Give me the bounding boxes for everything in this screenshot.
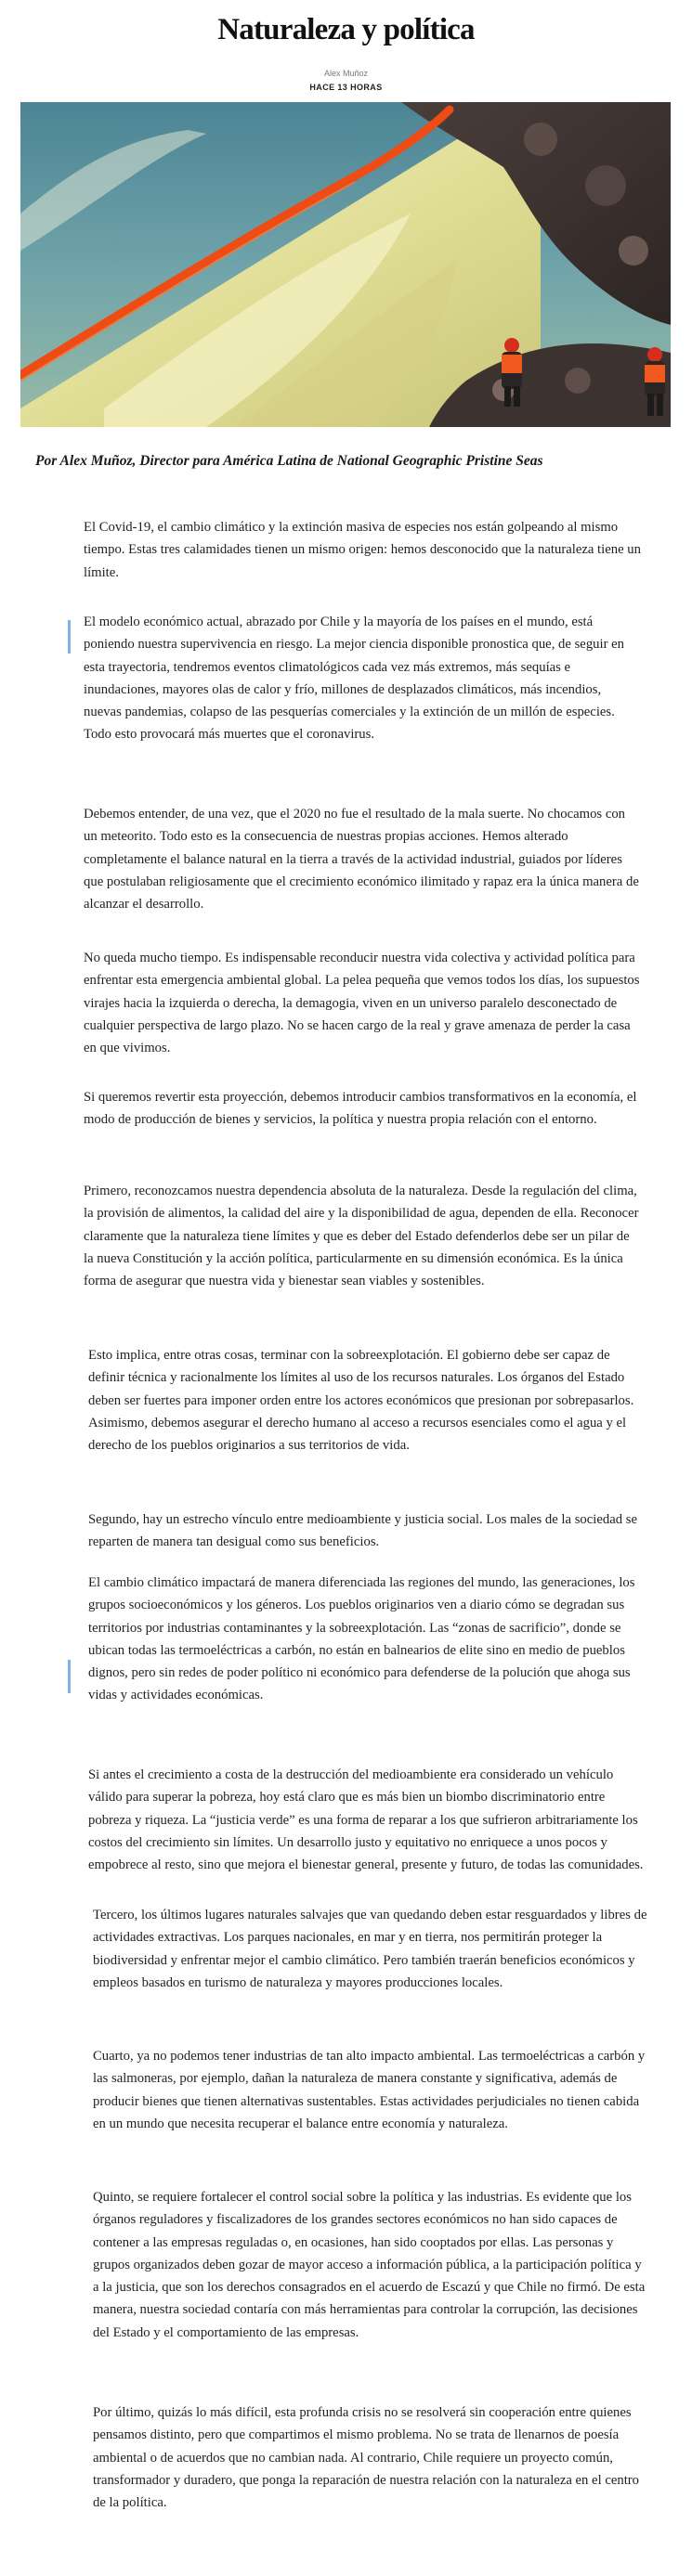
paragraph: Si queremos revertir esta proyección, debemos introducir cambios transformativos en la economía, el modo de producción de bienes y servicios, la política y nuestra propia relación con el entorno.	[84, 1090, 637, 1128]
paragraph: Por último, quizás lo más difícil, esta profunda crisis no se resolverá sin cooperación entre quienes pensamos distinto, pero que compartimos el mismo problema. No se trata de llenarnos de poesía ambiental o de acuerdos que no cambian nada. Al contrario, Chile requiere un proyecto común, transformador y duradero, que ponga la reparación de nuestra relación con la naturaleza en el centro de la política.	[93, 2405, 640, 2511]
hero-image	[20, 102, 671, 427]
paragraph: Si antes el crecimiento a costa de la destrucción del medioambiente era considerado un vehículo válido para superar la pobreza, hoy está claro que es más bien un biombo discriminatorio entre pobreza y riqueza. La “justicia verde” es una forma de reparar a los que sufrieron arbitrariamente los costos del crecimiento sin límites. Un desarrollo justo y equitativo no enriquece a unos pocos y empobrece al resto, sino que mejora el bienestar general, presente y futuro, de todas las comunidades.	[88, 1767, 644, 1873]
highlight-bar	[68, 1660, 71, 1693]
paragraph: Debemos entender, de una vez, que el 2020 no fue el resultado de la mala suerte. No chocamos con un meteorito. Todo esto es la consecuencia de nuestras propias acciones. Hemos alterado completamente el balance natural en la tierra a través de la actividad industrial, guiados por líderes que postulaban religiosamente que el crecimiento económico ilimitado y rapaz era la única manera de alcanzar el desarrollo.	[84, 807, 639, 913]
paragraph: El cambio climático impactará de manera diferenciada las regiones del mundo, las generaciones, los grupos socioeconómicos y los géneros. Los pueblos originarios ven a diario cómo se degradan sus territorios por industrias contaminantes y la sobreexplotación. Las “zonas de sacrificio”, donde se ubican todas las termoeléctricas a carbón, no están en balnearios de elite sino en medio de pueblos dignos, pero sin redes de poder político ni económico para defenderse de la polución que ahoga sus vidas y actividades económicas.	[88, 1575, 635, 1703]
paragraph: Primero, reconozcamos nuestra dependencia absoluta de la naturaleza. Desde la regulación del clima, la provisión de alimentos, la calidad del aire y la disponibilidad de agua, dependen de ella. Reconocer claramente que la naturaleza tiene límites y que es deber del Estado defenderlos debe ser un pilar de la nueva Constitución y la acción política, particularmente en su dimensión económica. Es la única forma de asegurar que nuestra vida y bienestar sean viables y sostenibles.	[84, 1184, 639, 1289]
paragraph: El Covid-19, el cambio climático y la extinción masiva de especies nos están golpeando al mismo tiempo. Estas tres calamidades tienen un mismo origen: hemos desconocido que la naturaleza tiene un límite.	[84, 520, 641, 580]
paragraph: El modelo económico actual, abrazado por Chile y la mayoría de los países en el mundo, está poniendo nuestra supervivencia en riesgo. La mejor ciencia disponible pronostica que, de seguir en esta trayectoria, tendremos eventos climatológicos cada vez más extremos, más sequías e inundaciones, mayores olas de calor y frío, millones de desplazados climáticos, más incendios, nuevas pandemias, colapso de las pesquerías comerciales y la extinción de un millón de especies. Todo esto provocará más muertes que el coronavirus.	[84, 615, 625, 743]
paragraph: Tercero, los últimos lugares naturales salvajes que van quedando deben estar resguardados y libres de actividades extractivas. Los parques nacionales, en mar y en tierra, nos permitirán proteger la biodiversidad y enfrentar mejor el cambio climático. Pero también traerán beneficios económicos y empleos basados en turismo de naturaleza y mayores producciones locales.	[93, 1908, 647, 1990]
article-intro: Por Alex Muñoz, Director para América Latina de National Geographic Pristine Seas	[35, 453, 543, 469]
highlight-bar	[68, 620, 71, 654]
paragraph: No queda mucho tiempo. Es indispensable reconducir nuestra vida colectiva y actividad política para enfrentar esta emergencia ambiental global. La pelea pequeña que vemos todos los días, los supuestos virajes hacia la izquierda o derecha, la demagogia, viven en un universo paralelo desconectado de cualquier perspectiva de largo plazo. No se hacen cargo de la real y grave amenaza de perder la casa en que vivimos.	[84, 951, 640, 1056]
paragraph: Esto implica, entre otras cosas, terminar con la sobreexplotación. El gobierno debe ser capaz de definir técnica y racionalmente los límites al uso de los recursos naturales. Los órganos del Estado deben ser fuertes para imponer orden entre los actores económicos que presionan por sobrepasarlos. Asimismo, debemos asegurar el derecho humano al acceso a recursos esenciales como el agua y el derecho de los pueblos originarios a sus territorios de vida.	[88, 1348, 634, 1454]
paragraph: Segundo, hay un estrecho vínculo entre medioambiente y justicia social. Los males de la sociedad se reparten de manera tan desigual como sus beneficios.	[88, 1512, 637, 1550]
paragraph: Quinto, se requiere fortalecer el control social sobre la política y las industrias. Es evidente que los órganos reguladores y fiscalizadores de los grandes sectores económicos no han sido capaces de contener a las empresas reguladas o, en ocasiones, han sido cooptados por ellas. Las personas y grupos organizados deben gozar de mayor acceso a información pública, a la participación política y a la justicia, que son los derechos consagrados en el acuerdo de Escazú y que Chile no firmó. De esta manera, nuestra sociedad contaría con más herramientas para controlar la corrupción, las decisiones del Estado y el comportamiento de las empresas.	[93, 2190, 646, 2340]
article-title: Naturaleza y política	[217, 13, 475, 46]
publish-time: HACE 13 HORAS	[309, 83, 383, 92]
paragraph: Cuarto, ya no podemos tener industrias de tan alto impacto ambiental. Las termoeléctricas a carbón y las salmoneras, por ejemplo, dañan la naturaleza de manera constante y significativa, además de producir bienes que tienen alternativas sustentables. Estas actividades perjudiciales no tienen cabida en un mundo que necesita recuperar el balance entre economía y naturaleza.	[93, 2049, 646, 2131]
author-name[interactable]: Alex Muñoz	[323, 69, 369, 78]
